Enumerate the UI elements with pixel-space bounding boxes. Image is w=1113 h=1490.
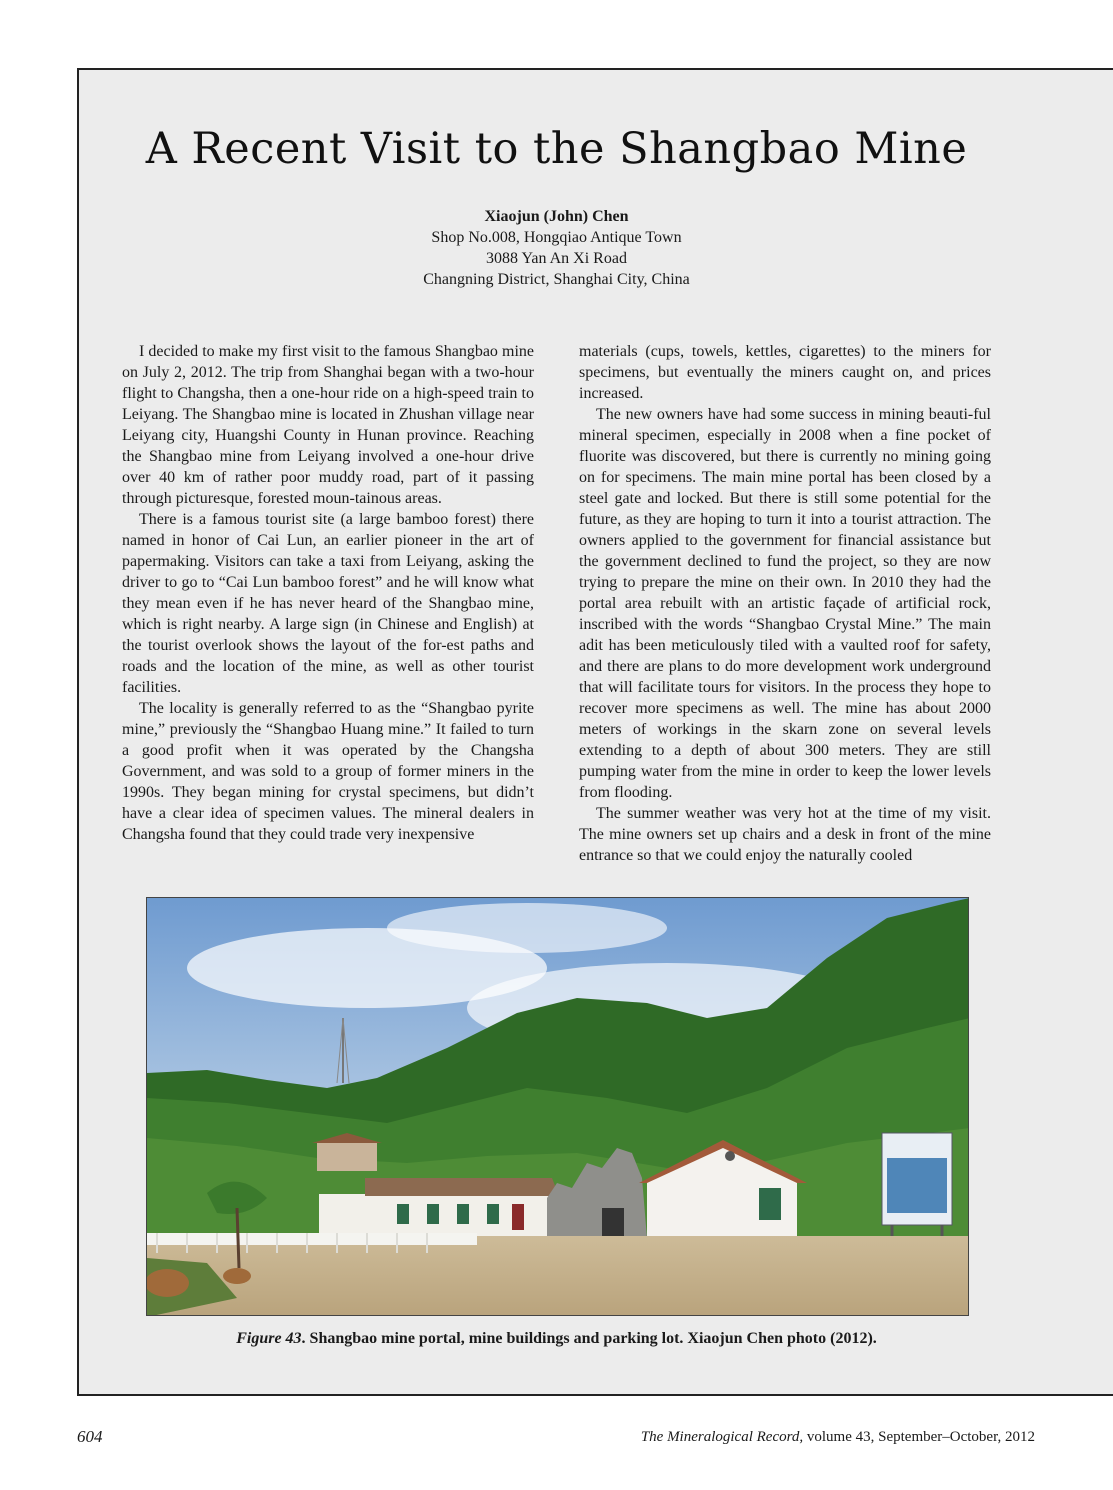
journal-name: The Mineralogical Record, xyxy=(640,1429,804,1445)
right-column xyxy=(579,341,991,866)
page-number: 604 xyxy=(77,1427,103,1446)
left-column xyxy=(122,341,534,845)
mine-portal-photo xyxy=(146,897,969,1316)
paragraph: The summer weather was very hot at the time of my visit. The mine owners set up chairs and a desk in front of the mine entrance so that we could enjoy the naturally cooled xyxy=(579,805,991,864)
figure-caption xyxy=(0,1330,1113,1348)
paragraph: The locality is generally referred to as the “Shangbao pyrite mine,” previously the “Shangbao Huang mine.” It failed to turn a good profit when it was operated by the Changsha Government, and was sold to a group of former miners in the 1990s. They began mining for crystal specimens, but didn’t have a clear idea of specimen values. The mineral dealers in Changsha found that they could trade very inexpensive xyxy=(122,700,534,843)
author-address-line: Shop No.008, Hongqiao Antique Town xyxy=(431,229,682,246)
paragraph: The new owners have had some success in mining beauti-ful mineral specimen, especially in 2008 when a fine pocket of fluorite was discovered, but there is currently no mining going on for specimens. The main mine portal has been closed by a steel gate and locked. But there is still some potential for the future, as they are hoping to turn it into a tourist attraction. The owners applied to the government for financial assistance but the government declined to fund the project, so they are now trying to prepare the mine on their own. In 2010 they had the portal area rebuilt with an artistic façade of artificial rock, inscribed with the words “Shangbao Crystal Mine.” The main adit has been meticulously tiled with a vaulted roof for safety, and there are plans to do more development work underground that will facilitate tours for visitors. In the process they hope to recover more specimens as well. The mine has about 2000 meters of workings in the skarn zone on several levels extending to a depth of about 300 meters. They are still pumping water from the mine in order to keep the lower levels from flooding. xyxy=(579,406,991,801)
figure-caption-text: . Shangbao mine portal, mine buildings and parking lot. Xiaojun Chen photo (2012). xyxy=(301,1330,877,1347)
author-name: Xiaojun (John) Chen xyxy=(484,208,629,225)
figure-label: Figure 43 xyxy=(236,1330,302,1347)
paragraph: There is a famous tourist site (a large bamboo forest) there named in honor of Cai Lun, an earlier pioneer in the art of papermaking. Visitors can take a taxi from Leiyang, asking the driver to go to “Cai Lun bamboo forest” and he will know what they mean even if he has never heard of the Shangbao mine, which is right nearby. A large sign (in Chinese and English) at the tourist overlook shows the layout of the for-est paths and roads and the location of the mine, as well as other tourist facilities. xyxy=(122,511,534,696)
author-address-line: 3088 Yan An Xi Road xyxy=(486,250,627,267)
paragraph-continuation: materials (cups, towels, kettles, cigarettes) to the miners for specimens, but eventually the miners caught on, and prices increased. xyxy=(579,343,991,402)
issue-info: volume 43, September–October, 2012 xyxy=(803,1429,1035,1445)
paragraph: I decided to make my first visit to the famous Shangbao mine on July 2, 2012. The trip from Shanghai began with a two-hour flight to Changsha, then a one-hour ride on a high-speed train to Leiyang. The Shangbao mine is located in Zhushan village near Leiyang city, Huangshi County in Hunan province. Reaching the Shangbao mine from Leiyang involved a one-hour drive over 40 km of rather poor muddy road, part of it passing through picturesque, forested moun-tainous areas. xyxy=(122,343,534,507)
byline xyxy=(0,206,1113,290)
author-address-line: Changning District, Shanghai City, China xyxy=(423,271,690,288)
running-footer xyxy=(641,1429,1035,1446)
article-title: A Recent Visit to the Shangbao Mine xyxy=(145,124,968,174)
